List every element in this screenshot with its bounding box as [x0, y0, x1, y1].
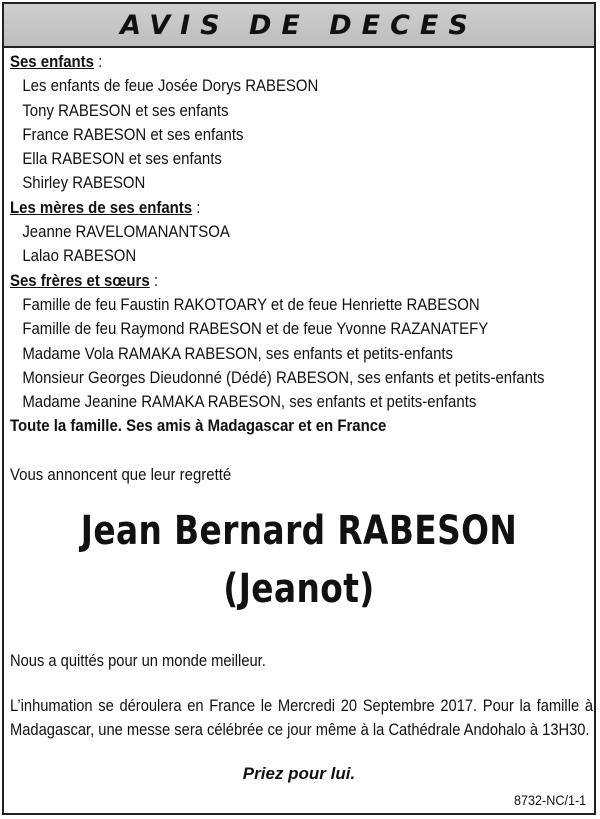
prayer-text: Priez pour lui. — [242, 764, 356, 783]
passed-text: Nous a quittés pour un monde meilleur. — [10, 651, 266, 670]
list-item: Jeanne RAVELOMANANTSOA — [22, 222, 230, 242]
list-item: Tony RABESON et ses enfants — [22, 100, 229, 120]
list-item: Famille de feu Faustin RAKOTOARY et de feue Henriette RABESON — [22, 294, 480, 314]
list-item: Shirley RABESON — [22, 173, 146, 193]
list-item: Famille de feu Raymond RABESON et de feue Yvonne RAZANATEFY — [22, 319, 489, 339]
deceased-nickname: (Jeanot) — [223, 566, 375, 612]
list-item: Ella RABESON et ses enfants — [22, 149, 222, 169]
burial-text: L’inhumation se déroulera en France le Mercredi 20 Septembre 2017. Pour la famille à Madagascar, une messe sera célébrée ce jour même à la Cathédrale Andohalo à 13H30. — [10, 696, 594, 739]
list-item: Les enfants de feue Josée Dorys RABESON — [22, 76, 319, 96]
section-heading: Ses enfants : — [10, 52, 103, 71]
reference-code: 8732-NC/1-1 — [513, 792, 586, 808]
notice-header — [4, 4, 594, 48]
notice-title: AVIS DE DECES — [120, 9, 478, 41]
list-item: Monsieur Georges Dieudonné (Dédé) RABESON, ses enfants et petits-enfants — [22, 367, 545, 387]
family-line: Toute la famille. Ses amis à Madagascar et en France — [10, 416, 387, 436]
section-heading: Les mères de ses enfants : — [10, 197, 201, 217]
list-item: France RABESON et ses enfants — [22, 124, 244, 144]
death-notice — [2, 2, 596, 815]
family-list — [10, 50, 591, 487]
announce-text: Vous annoncent que leur regretté — [10, 464, 232, 484]
list-item: Lalao RABESON — [22, 246, 137, 266]
list-item: Madame Vola RAMAKA RABESON, ses enfants et petits-enfants — [22, 343, 454, 363]
section-heading: Ses frères et sœurs : — [10, 270, 159, 290]
deceased-name: Jean Bernard RABESON — [80, 508, 518, 554]
list-item: Madame Jeanine RAMAKA RABESON, ses enfants et petits-enfants — [22, 392, 477, 412]
